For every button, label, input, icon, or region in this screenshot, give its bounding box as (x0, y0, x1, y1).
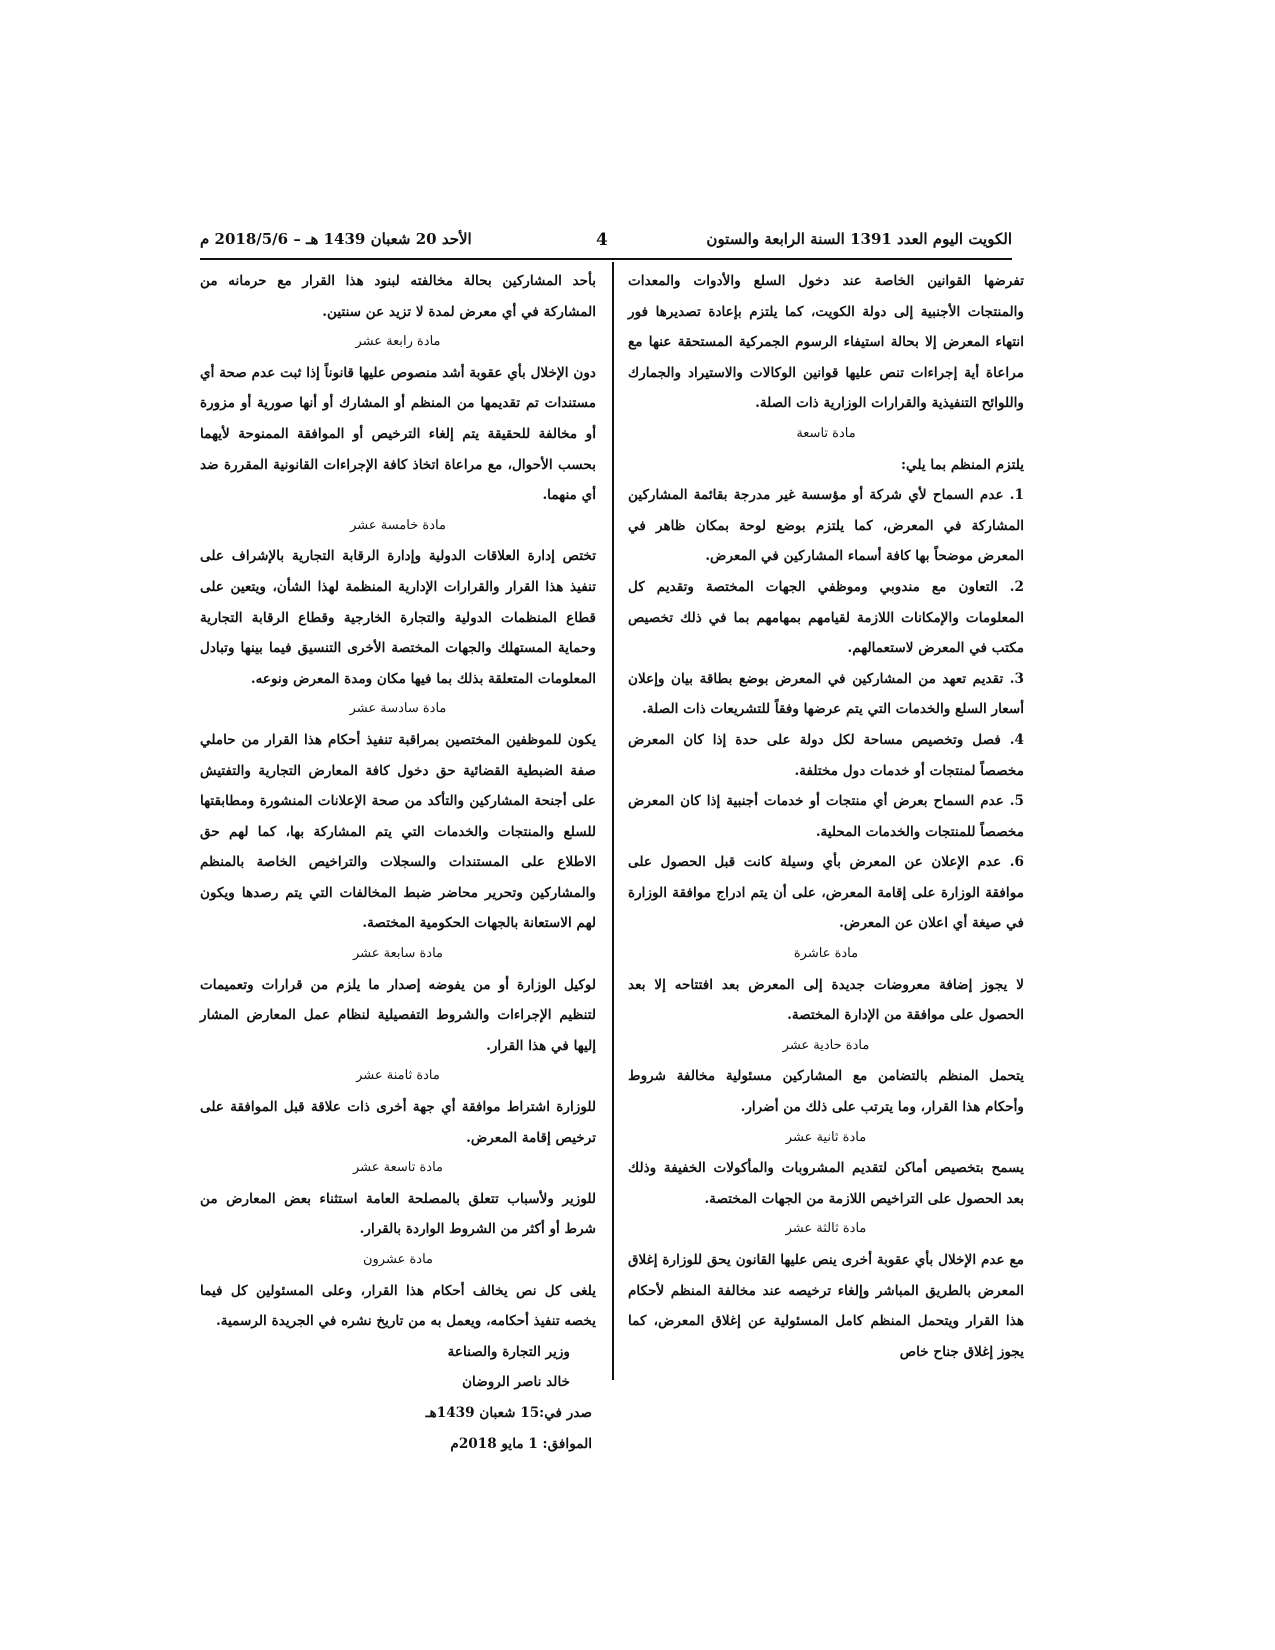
list-item-9-5: 5. عدم السماح بعرض أي منتجات أو خدمات أجنبية إذا كان المعرض مخصصاً للمنتجات والخدمات المحلية. (628, 793, 1024, 840)
heading-article-16: مادة سادسة عشر (349, 701, 447, 717)
column-divider (612, 262, 614, 1380)
gazette-issue-info: الكويت اليوم العدد 1391 السنة الرابعة والستون (706, 230, 1012, 248)
paragraph-article-19: للوزير ولأسباب تتعلق بالمصلحة العامة استثناء بعض المعارض من شرط أو أكثر من الشروط الواردة بالقرار. (200, 1190, 596, 1238)
paragraph-article-13: مع عدم الإخلال بأي عقوبة أخرى ينص عليها القانون يحق للوزارة إغلاق المعرض بالطريق المباشر وإلغاء ترخيصه عند مخالفة المنظم لأحكام هذا القرار ويتحمل المنظم كامل المسئولية عن إغلاق المعرض، كما يجوز إغلاق جناح خاص (628, 1252, 1024, 1360)
list-item-9-3: 3. تقديم تعهد من المشاركين في المعرض بوضع بطاقة بيان وإعلان أسعار السلع والخدمات التي يتم عرضها وفقاً للتشريعات ذات الصلة. (628, 670, 1024, 718)
heading-article-20: مادة عشرون (362, 1252, 433, 1267)
list-item-9-1: 1. عدم السماح لأي شركة أو مؤسسة غير مدرجة بقائمة المشاركين المشاركة في المعرض، كما يلتزم بوضع لوحة بمكان ظاهر في المعرض موضحاً بها كافة أسماء المشاركين في المعرض. (628, 487, 1024, 565)
heading-article-18: مادة ثامنة عشر (356, 1068, 440, 1084)
paragraph-article-8-cont: تفرضها القوانين الخاصة عند دخول السلع والأدوات والمعدات والمنتجات الأجنبية إلى دولة الكويت، كما يلتزم بإعادة تصديرها فور انتهاء المعرض إلا بحالة استيفاء الرسوم الجمركية المستحقة عنها مع مراعاة أية إجراءات تنص عليها قوانين الوكالات والاستيراد والجمارك واللوائح التنفيذية والقرارات الوزارية ذات الصلة. (628, 273, 1024, 412)
paragraph-article-11: يتحمل المنظم بالتضامن مع المشاركين مسئولية مخالفة شروط وأحكام هذا القرار، وما يترتب على ذلك من أضرار. (628, 1068, 1024, 1116)
paragraph-article-16: يكون للموظفين المختصين بمراقبة تنفيذ أحكام هذا القرار من حاملي صفة الضبطية القضائية حق دخول كافة المعارض التجارية والتفتيش على أجنحة المشاركين والتأكد من صحة الإعلانات المنشورة ومطابقتها للسلع والمنتجات والخدمات التي يتم المشاركة بها، كما لهم حق الاطلاع على المستندات والسجلات والتراخيص الخاصة بالمنظم والمشاركين وتحرير محاضر ضبط المخالفات التي يتم رصدها ويكون لهم الاستعانة بالجهات الحكومية المختصة. (200, 731, 596, 932)
heading-article-11: مادة حادية عشر (782, 1037, 870, 1053)
signatory-title: وزير التجارة والصناعة (447, 1343, 570, 1360)
left-column (200, 266, 596, 1459)
header-divider (200, 258, 1012, 260)
issue-date-hijri: صدر في:15 شعبان 1439هـ (425, 1404, 592, 1421)
list-item-9-6: 6. عدم الإعلان عن المعرض بأي وسيلة كانت قبل الحصول على موافقة الوزارة على إقامة المعرض، على أن يتم ادراج موافقة الوزارة في صيغة أي اعلان عن المعرض. (628, 854, 1024, 932)
signatory-name: خالد ناصر الروضان (462, 1374, 570, 1391)
heading-article-19: مادة تاسعة عشر (352, 1160, 444, 1176)
paragraph-article-10: لا يجوز إضافة معروضات جديدة إلى المعرض بعد افتتاحه إلا بعد الحصول على موافقة من الإدارة المختصة. (628, 976, 1024, 1024)
paragraph-article-18: للوزارة اشتراط موافقة أي جهة أخرى ذات علاقة قبل الموافقة على ترخيص إقامة المعرض. (200, 1099, 596, 1146)
heading-article-10: مادة عاشرة (793, 946, 859, 962)
heading-article-12: مادة ثانية عشر (785, 1129, 867, 1145)
paragraph-article-12: يسمح بتخصيص أماكن لتقديم المشروبات والمأكولات الخفيفة وذلك بعد الحصول على التراخيص اللازمة من الجهات المختصة. (628, 1160, 1024, 1207)
paragraph-article-20: يلغى كل نص يخالف أحكام هذا القرار، وعلى المسئولين كل فيما يخصه تنفيذ أحكامه، ويعمل به من تاريخ نشره في الجريدة الرسمية. (200, 1282, 596, 1330)
paragraph-article-13-cont: بأحد المشاركين بحالة مخالفته لبنود هذا القرار مع حرمانه من المشاركة في أي معرض لمدة لا تزيد عن سنتين. (200, 273, 596, 320)
right-column (628, 266, 1024, 1367)
list-item-9-4: 4. فصل وتخصيص مساحة لكل دولة على حدة إذا كان المعرض مخصصاً لمنتجات أو خدمات دول مختلفة. (628, 731, 1024, 779)
page-number: 4 (596, 230, 608, 250)
paragraph-article-15: تختص إدارة العلاقات الدولية وإدارة الرقابة التجارية بالإشراف على تنفيذ هذا القرار والقرارات الإدارية المنظمة لهذا الشأن، ويتعين على قطاع المنظمات الدولية والتجارة الخارجية وقطاع الرقابة التجارية وحماية المستهلك والجهات المختصة الأخرى التنسيق فيما بينها وتبادل المعلومات المتعلقة بذلك بما فيها مكان ومدة المعرض ونوعه. (200, 548, 596, 687)
issue-date: الأحد 20 شعبان 1439 هـ – 2018/5/6 م (200, 230, 472, 248)
heading-article-14: مادة رابعة عشر (355, 334, 441, 350)
list-item-9-2: 2. التعاون مع مندوبي وموظفي الجهات المختصة وتقديم كل المعلومات والإمكانات اللازمة لقيامهم بمهامهم بما في ذلك تخصيص مكتب في المعرض لاستعمالهم. (628, 578, 1024, 657)
heading-article-17: مادة سابعة عشر (352, 946, 444, 962)
heading-article-9: مادة تاسعة (796, 425, 856, 441)
paragraph-article-17: لوكيل الوزارة أو من يفوضه إصدار ما يلزم من قرارات وتعميمات لتنظيم الإجراءات والشروط التفصيلية لنظام عمل المعارض المشار إليها في هذا القرار. (200, 976, 596, 1054)
paragraph-article-9-intro: يلتزم المنظم بما يلي: (901, 456, 1024, 473)
issue-date-gregorian: الموافق: 1 مايو 2018م (450, 1435, 592, 1452)
paragraph-article-14: دون الإخلال بأي عقوبة أشد منصوص عليها قانوناً إذا ثبت عدم صحة أي مستندات تم تقديمها من المنظم أو المشارك أو أنها صورية أو مزورة أو مخالفة للحقيقة يتم إلغاء الترخيص أو الموافقة الممنوحة لأيهما بحسب الأحوال، مع مراعاة اتخاذ كافة الإجراءات القانونية المقررة ضد أي منهما. (200, 364, 596, 504)
heading-article-13: مادة ثالثة عشر (785, 1221, 867, 1237)
page-header (200, 228, 1012, 258)
heading-article-15: مادة خامسة عشر (350, 517, 446, 533)
